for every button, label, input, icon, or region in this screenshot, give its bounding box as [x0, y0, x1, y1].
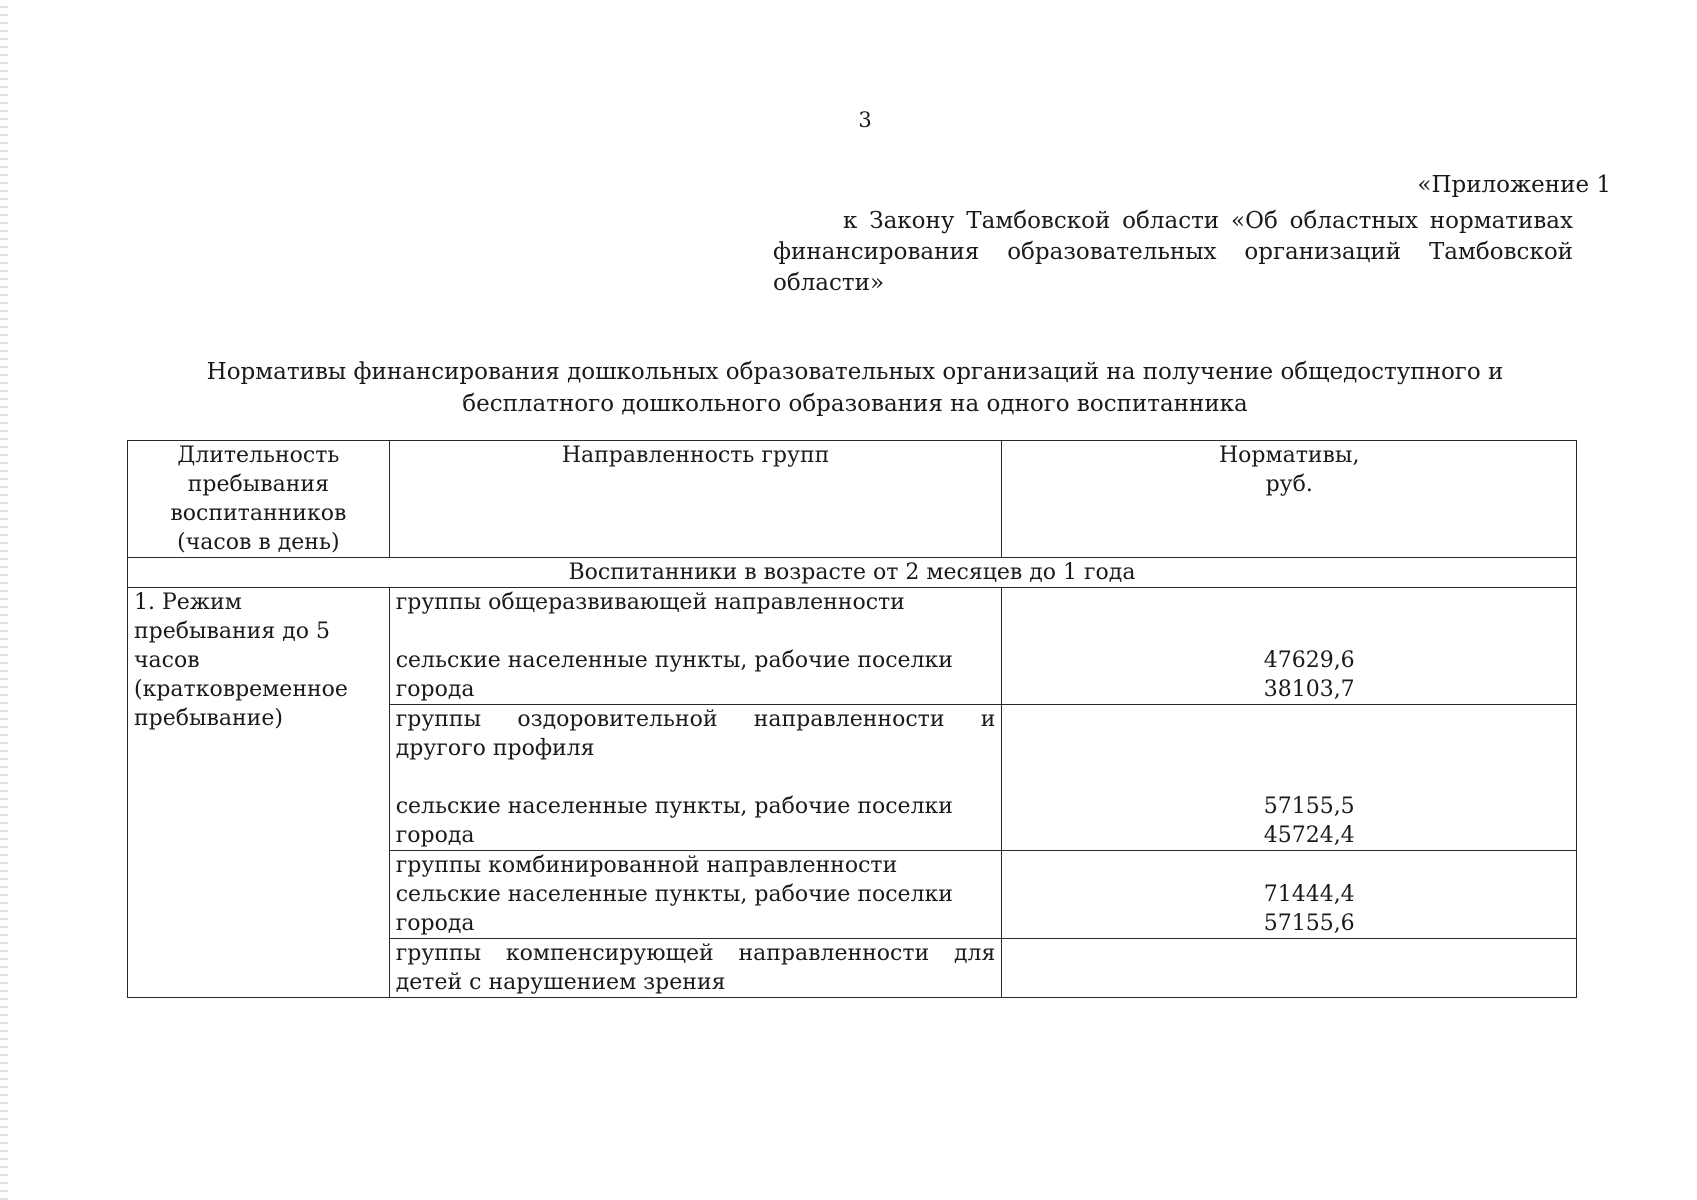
rural-value: 71444,4	[1263, 882, 1355, 907]
values-cell	[1002, 939, 1577, 998]
group-name: группы оздоровительной направленности и другого профиля	[395, 707, 996, 761]
rural-label: сельские населенные пункты, рабочие поселки	[395, 648, 953, 673]
age-section-row	[128, 558, 1577, 588]
rural-value: 57155,5	[1263, 794, 1355, 819]
header-duration: Длительность пребывания воспитанников (часов в день)	[128, 441, 390, 558]
rural-label: сельские населенные пункты, рабочие поселки	[395, 882, 953, 907]
city-value: 57155,6	[1263, 911, 1355, 936]
document-title: Нормативы финансирования дошкольных образовательных организаций на получение общедоступного и бесплатного дошкольного образования на одного воспитанника	[206, 359, 1504, 417]
page-number: 3	[858, 108, 872, 132]
city-label: города	[395, 911, 475, 936]
appendix-label: «Приложение 1	[1417, 172, 1611, 198]
values-cell	[1002, 705, 1577, 851]
group-name: группы общеразвивающей направленности	[395, 590, 905, 615]
header-norms	[1002, 441, 1577, 558]
group-cell	[389, 939, 1002, 998]
group-cell	[389, 588, 1002, 705]
group-cell	[389, 851, 1002, 939]
group-name: группы компенсирующей направленности для детей с нарушением зрения	[395, 941, 996, 995]
header-direction: Направленность групп	[389, 441, 1002, 558]
norms-table	[127, 440, 1577, 998]
age-section-label: Воспитанники в возрасте от 2 месяцев до 1 года	[128, 558, 1577, 588]
city-value: 38103,7	[1263, 677, 1355, 702]
group-name: группы комбинированной направленности	[395, 853, 898, 878]
table-header-row	[128, 441, 1577, 558]
rural-value: 47629,6	[1263, 648, 1355, 673]
city-label: города	[395, 677, 475, 702]
values-cell	[1002, 851, 1577, 939]
values-cell	[1002, 588, 1577, 705]
appendix-reference: к Закону Тамбовской области «Об областных нормативах финансирования образовательных организаций Тамбовской области»	[773, 208, 1573, 296]
mode-label: 1. Режим пребывания до 5 часов (кратковременное пребывание)	[128, 588, 390, 998]
header-norms-line1: Нормативы,	[1218, 443, 1360, 468]
header-norms-line2: руб.	[1265, 472, 1313, 497]
table-row	[128, 588, 1577, 705]
rural-label: сельские населенные пункты, рабочие поселки	[395, 794, 953, 819]
city-label: города	[395, 823, 475, 848]
group-cell	[389, 705, 1002, 851]
city-value: 45724,4	[1263, 823, 1355, 848]
scan-edge-artifact	[0, 0, 8, 1200]
